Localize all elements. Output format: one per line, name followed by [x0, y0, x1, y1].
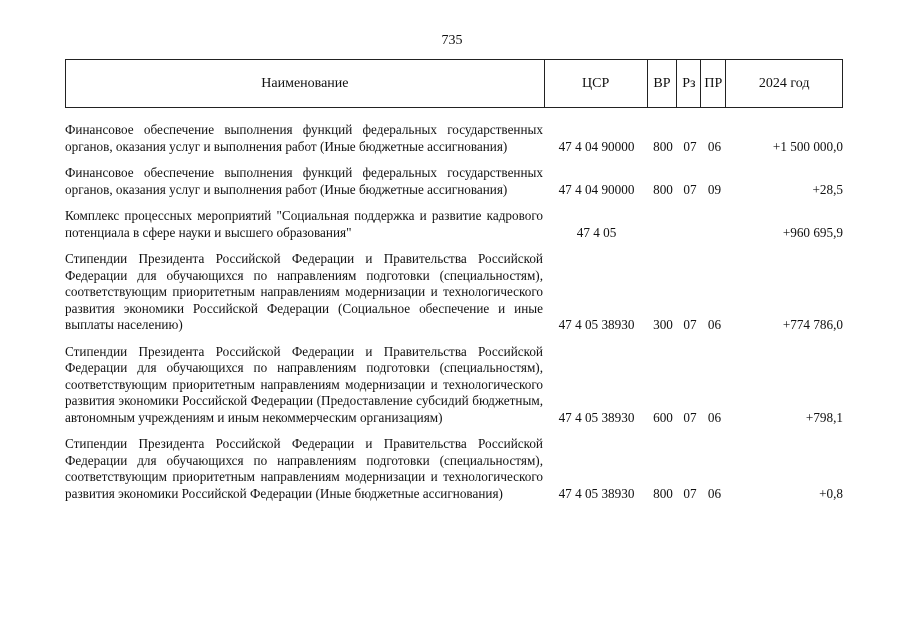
row-pr: 06 — [707, 138, 722, 154]
header-vr: ВР — [648, 60, 678, 107]
row-rz: 07 — [683, 317, 697, 332]
row-pr: 06 — [707, 317, 722, 332]
row-rz: 07 — [683, 138, 697, 154]
row-amount: +774 786,0 — [782, 317, 843, 332]
header-pr: ПР — [701, 60, 726, 107]
table-row — [65, 436, 843, 502]
table-row — [65, 165, 843, 198]
row-csr: 47 4 04 90000 — [558, 138, 635, 154]
table-row — [65, 344, 843, 427]
table-row — [65, 208, 843, 241]
row-csr: 47 4 04 90000 — [558, 181, 635, 197]
row-csr: 47 4 05 38930 — [558, 317, 635, 332]
row-amount: +960 695,9 — [782, 224, 843, 240]
table-body — [65, 122, 843, 512]
row-amount: +1 500 000,0 — [772, 138, 843, 154]
row-vr: 800 — [653, 181, 673, 197]
row-name: Стипендии Президента Российской Федерации и Правительства Российской Федерации для обучающихся по направлениям подготовки (специальностям), соответствующим приоритетным направлениям модернизации и технологического развития экономики Российской Федерации (Предоставление субсидий бюджетным, автономным учреждениям и иным некоммерческим организациям) — [65, 343, 543, 425]
row-rz: 07 — [683, 409, 697, 425]
row-vr: 600 — [653, 409, 673, 425]
row-pr: 06 — [707, 409, 722, 425]
row-name: Стипендии Президента Российской Федерации и Правительства Российской Федерации для обучающихся по направлениям подготовки (специальностям), соответствующим приоритетным направлениям модернизации и технологического развития экономики Российской Федерации (Иные бюджетные ассигнования) — [65, 436, 543, 501]
row-rz: 07 — [683, 181, 697, 197]
row-pr: 06 — [707, 485, 722, 501]
row-vr: 800 — [653, 138, 673, 154]
row-csr: 47 4 05 38930 — [558, 409, 635, 425]
row-pr: 09 — [707, 181, 722, 197]
header-year: 2024 год — [758, 75, 810, 91]
row-amount: +28,5 — [812, 181, 843, 197]
header-rz: Рз — [677, 60, 701, 107]
row-vr: 300 — [653, 317, 673, 332]
header-csr: ЦСР — [545, 60, 648, 107]
row-name: Финансовое обеспечение выполнения функций федеральных государственных органов, оказания услуг и выполнения работ (Иные бюджетные ассигнования) — [65, 165, 543, 197]
row-name: Стипендии Президента Российской Федерации и Правительства Российской Федерации для обучающихся по направлениям подготовки (специальностям), соответствующим приоритетным направлениям модернизации и технологического развития экономики Российской Федерации (Социальное обеспечение и иные выплаты населению) — [65, 251, 543, 332]
row-name: Комплекс процессных мероприятий "Социальная поддержка и развитие кадрового потенциала в сфере науки и высшего образования" — [65, 208, 543, 240]
header-name: Наименование — [66, 60, 545, 107]
table-row — [65, 251, 843, 334]
row-rz: 07 — [683, 485, 697, 501]
row-name: Финансовое обеспечение выполнения функций федеральных государственных органов, оказания услуг и выполнения работ (Иные бюджетные ассигнования) — [65, 122, 543, 154]
row-amount: +798,1 — [805, 409, 843, 425]
row-csr: 47 4 05 — [576, 224, 617, 240]
row-csr: 47 4 05 38930 — [558, 485, 635, 501]
table-row — [65, 122, 843, 155]
page-number: 735 — [441, 33, 463, 48]
row-amount: +0,8 — [819, 485, 843, 501]
row-vr: 800 — [653, 485, 673, 501]
table-header — [65, 59, 843, 108]
